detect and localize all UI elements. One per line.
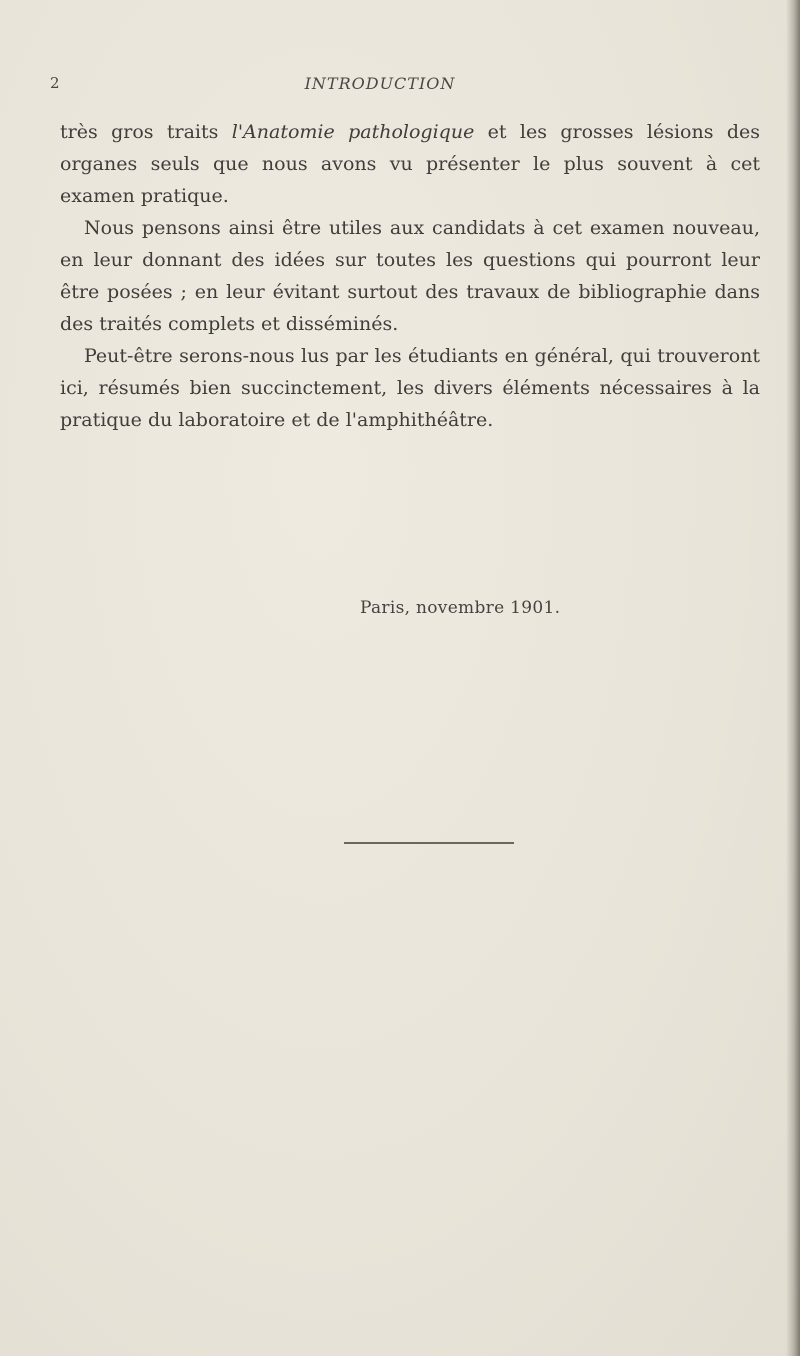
signature-date: Paris, novembre 1901. — [360, 598, 561, 618]
page-number: 2 — [50, 74, 60, 92]
page-header — [50, 74, 710, 98]
paragraph-1-end: et les grosses lésions des organes seuls que nous avons vu présenter le plus souvent à cet examen pratique. — [60, 121, 760, 207]
paragraph-1-start: très gros traits — [60, 121, 232, 143]
body-text — [60, 116, 760, 436]
page-edge-shadow — [786, 0, 800, 1356]
paragraph-1 — [60, 116, 760, 212]
paragraph-1-italic-title: l'Anatomie pathologique — [231, 121, 475, 143]
paragraph-2: Nous pensons ainsi être utiles aux candidats à cet examen nouveau, en leur donnant des idées sur toutes les questions qui pourront leur être posées ; en leur évitant surtout des travaux de bibliographie dans des traités complets et disséminés. — [60, 217, 760, 335]
running-head: INTRODUCTION — [304, 74, 456, 93]
section-rule — [344, 842, 514, 844]
paragraph-3: Peut-être serons-nous lus par les étudiants en général, qui trouveront ici, résumés bien succinctement, les divers éléments nécessaires à la pratique du laboratoire et de l'amphithéâtre. — [60, 345, 760, 431]
